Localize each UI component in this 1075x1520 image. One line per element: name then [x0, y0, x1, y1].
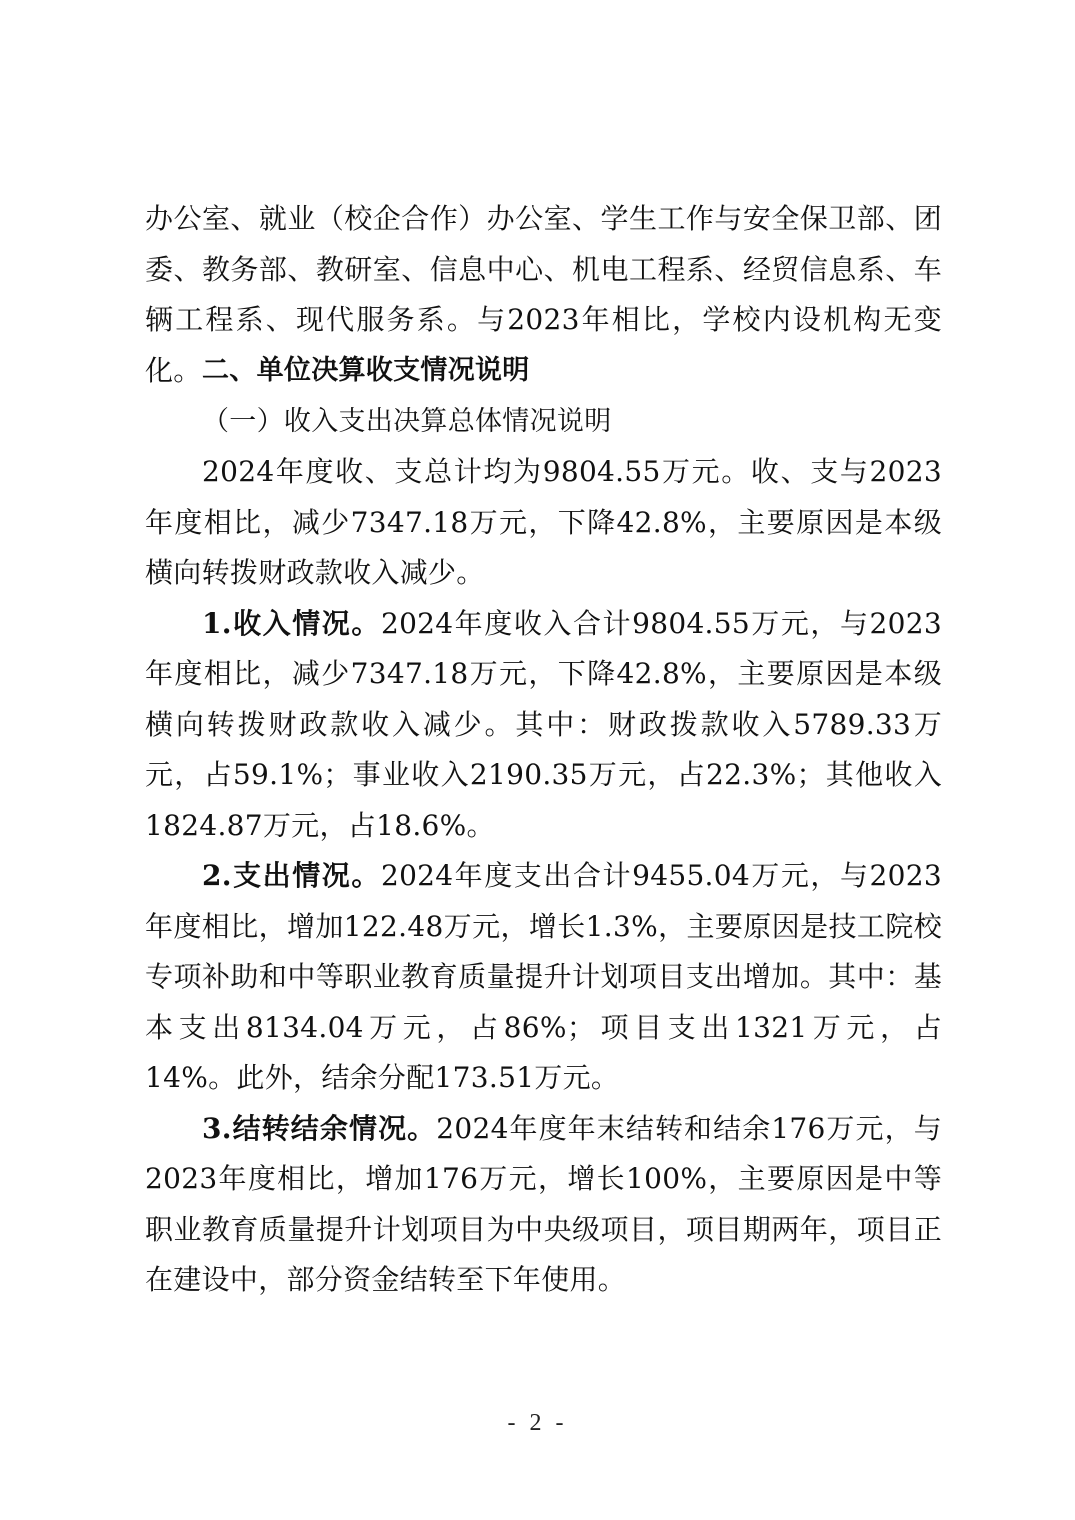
income-body: 2024年度收入合计9804.55万元，与2023年度相比，减少7347.18万元，下降42.8%，主要原因是本级横向转拨财政款收入减少。其中：财政拨款收入5789.33万元，占59.1%；事业收入2190.35万元，占22.3%；其他收入1824.87万元，占18.6%。: [145, 606, 942, 842]
continuation-paragraph: 办公室、就业（校企合作）办公室、学生工作与安全保卫部、团委、教务部、教研室、信息中心、机电工程系、经贸信息系、车辆工程系、现代服务系。与2023年相比，学校内设机构无变化。: [145, 202, 942, 387]
section-heading-income-expenditure: 二、单位决算收支情况说明: [202, 355, 530, 386]
expenditure-lead: 2.支出情况。: [202, 859, 381, 892]
income-lead: 1.收入情况。: [202, 606, 381, 640]
carryover-body: 2024年度年末结转和结余176万元，与2023年度相比，增加176万元，增长100%，主要原因是中等职业教育质量提升计划项目为中央级项目，项目期两年，项目正在建设中，部分资金结转至下年使用。: [145, 1111, 942, 1296]
expenditure-paragraph: [145, 851, 942, 1104]
expenditure-body: 2024年度支出合计9455.04万元，与2023年度相比，增加122.48万元，增长1.3%，主要原因是技工院校专项补助和中等职业教育质量提升计划项目支出增加。其中：基本支出8134.04万元，占86%；项目支出1321万元，占14%。此外，结余分配173.51万元。: [145, 859, 942, 1094]
page-number: - 2 -: [507, 1410, 568, 1436]
subsection-heading-overview: （一）收入支出决算总体情况说明: [202, 405, 612, 437]
text-block-main: [145, 346, 942, 1306]
carryover-paragraph: [145, 1104, 942, 1306]
income-paragraph: [145, 599, 942, 852]
overview-paragraph: 2024年度收、支总计均为9804.55万元。收、支与2023年度相比，减少7347.18万元，下降42.8%，主要原因是本级横向转拨财政款收入减少。: [145, 455, 942, 589]
carryover-lead: 3.结转结余情况。: [202, 1111, 437, 1145]
